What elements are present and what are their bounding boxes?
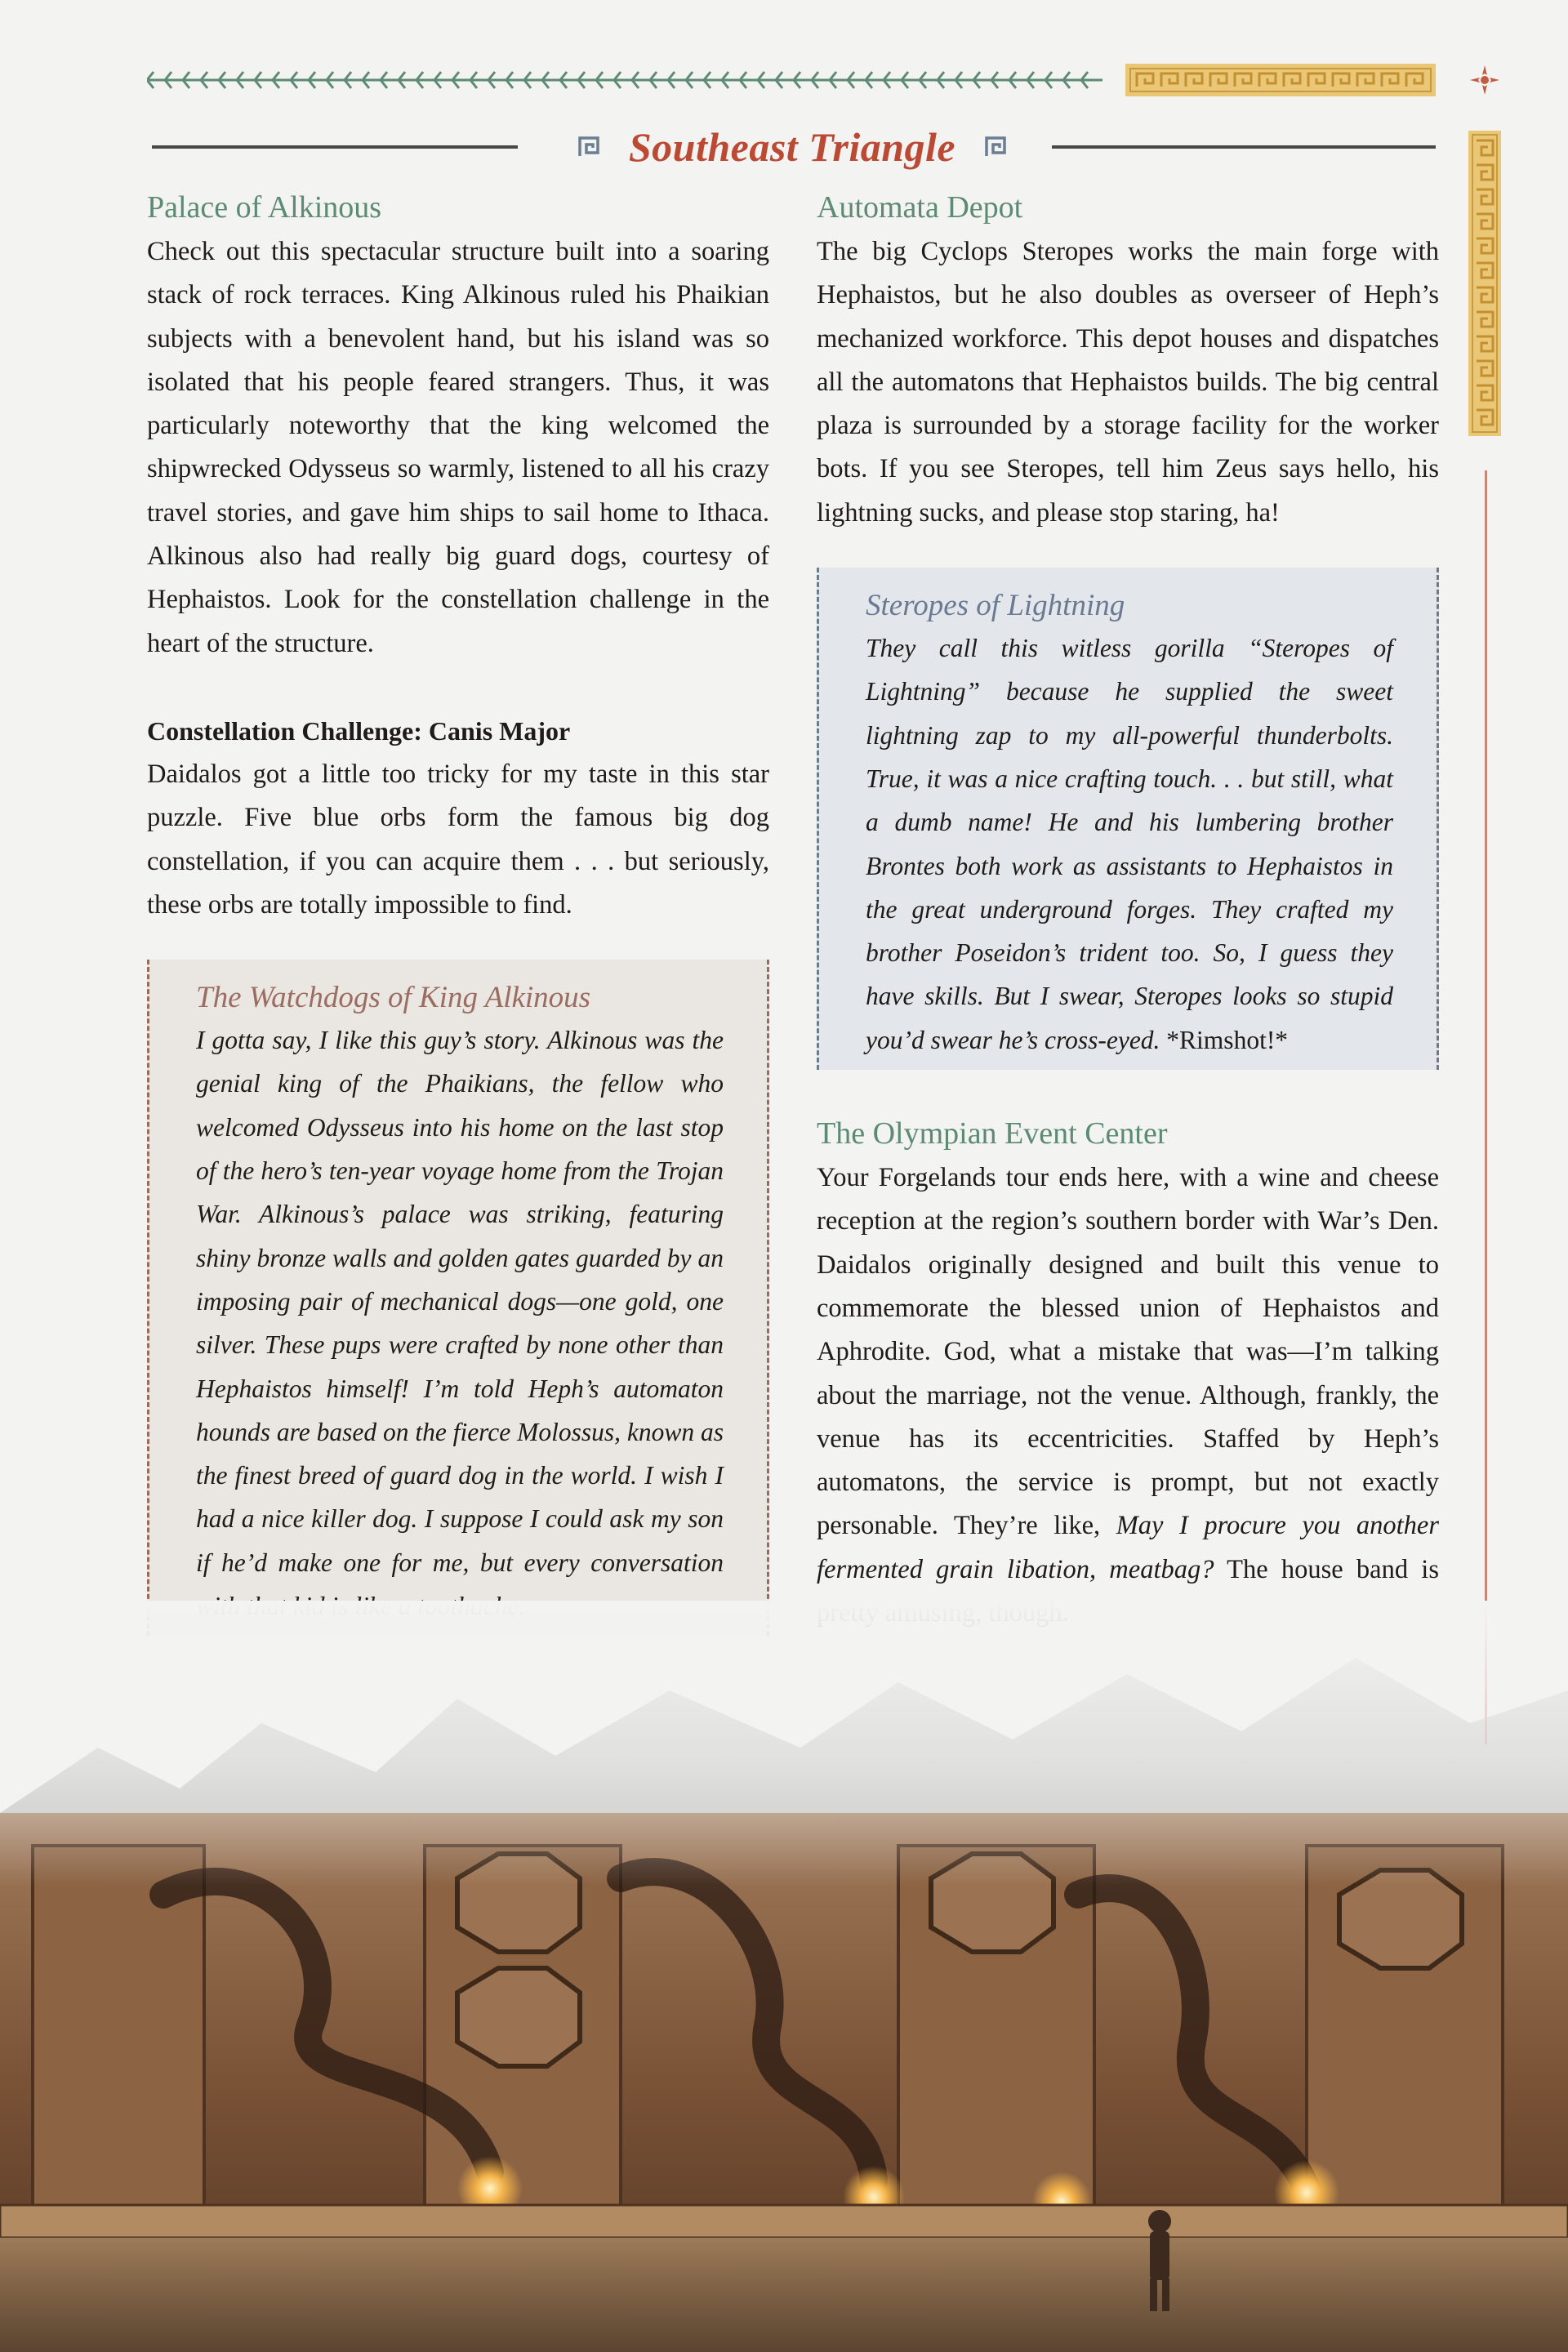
right-column: [817, 185, 1439, 1635]
rimshot-text: *Rimshot!*: [1160, 1025, 1289, 1054]
challenge-body: Daidalos got a little too tricky for my taste in this star puzzle. Five blue orbs form the famous big dog constellation, if you can acquire them . . . but seriously, these orbs are totally impossible to find.: [147, 759, 769, 920]
steropes-sidebar: [817, 568, 1439, 1070]
watchdogs-sidebar-body: I gotta say, I like this guy’s story. Alkinous was the genial king of the Phaikians, the fellow who welcomed Odysseus into his home on the last stop of the hero’s ten-year voyage home from the Trojan War. Alkinous’s palace was striking, featuring shiny bronze walls and golden gates guarded by an imposing pair of mechanical dogs—one gold, one silver. These pups were crafted by none other than Hephaistos himself! I’m told Heph’s automaton hounds are based on the fierce Molossus, known as the finest breed of guard dog in the world. I wish I had a nice killer dog. I suppose I could ask my son if he’d make one for me, but every conversation: [196, 1026, 724, 1577]
forge-wall-illustration: [0, 1601, 1568, 2352]
header: [147, 122, 1437, 172]
left-column: [147, 185, 769, 1636]
side-meander-icon: [1468, 131, 1501, 436]
sidebar-rule-right: [767, 960, 769, 1636]
challenge-heading: Constellation Challenge: Canis Major: [147, 715, 571, 746]
mist-overlay: [0, 1601, 1568, 2352]
spacer: [147, 927, 769, 960]
steropes-sidebar-title: Steropes of Lightning: [866, 589, 1125, 623]
meander-band-icon: [1125, 64, 1436, 96]
greek-key-icon: [983, 135, 1008, 159]
palace-body: Check out this spectacular structure built into a soaring stack of rock terraces. King Alkinous ruled his Phaikian subjects with a benevolent hand, but his island was so isolated that his people feared strangers. Thus, it was particularly noteworthy that the king welcomed the shipwrecked Odysseus so warmly, listened to all his crazy travel stories, and gave him ships to sail home to Ithaca. Alkinous also had really big guard dogs, courtesy of Hephaistos. Look for the constellation challenge in the heart of the structure.: [147, 237, 769, 658]
palace-heading: Palace of Alkinous: [147, 190, 382, 225]
greek-key-icon: [577, 135, 601, 159]
watchdogs-sidebar: [147, 960, 769, 1636]
event-center-body: [817, 1156, 1439, 1635]
spacer: [147, 666, 769, 709]
side-rule: [1485, 470, 1487, 1744]
depot-body: The big Cyclops Steropes works the main forge with Hephaistos, but he also doubles as overseer of Heph’s mechanized workforce. This depot houses and dispatches all the automatons that Hephaistos builds. The big central plaza is surrounded by a storage facility for the worker bots. If you see Steropes, tell him Zeus says hello, his lightning sucks, and please stop staring, ha!: [817, 237, 1439, 528]
sidebar-rule-left: [147, 960, 149, 1636]
page-title: Southeast Triangle: [628, 124, 956, 170]
event-center-text-end: The house band is: [1227, 1554, 1439, 1584]
spacer: [817, 1070, 1439, 1111]
sidebar-rule-right: [1437, 568, 1439, 1070]
sidebar-rule-left: [817, 568, 819, 1070]
event-center-quote: May I procure you another fermented grain libation, meatbag?: [817, 1511, 1439, 1584]
flourish-icon: [1468, 64, 1501, 96]
event-center-heading: The Olympian Event Center: [817, 1116, 1168, 1152]
watchdogs-sidebar-title: The Watchdogs of King Alkinous: [196, 981, 591, 1015]
chevron-border-icon: [147, 72, 1102, 88]
spacer: [817, 535, 1439, 568]
steropes-sidebar-text: They call this witless gorilla “Steropes of Lightning” because he supplied the sweet lightning zap to my all-powerful thunderbolts. True, it was a nice crafting touch. . . but still, what a dumb name! He and his lumbering brother Brontes both work as assistants to Hephaistos in the great underground forges. They crafted my brother Poseidon’s trident too. So, I guess they have skills. But I swear, Steropes looks so stupid you’d swear he’s cross-eyed.: [866, 634, 1393, 1054]
depot-heading: Automata Depot: [817, 190, 1023, 225]
steropes-sidebar-body: [866, 626, 1393, 1062]
top-decorative-border: [147, 64, 1437, 96]
event-center-text-start: Your Forgelands tour ends here, with a wine and cheese reception at the region’s southern border with War’s Den. Daidalos originally designed and built this venue to commemorate the blessed union of Hephaistos and Aphrodite. God, what a mistake that was—I’m talking about the marriage, not the venue. Although, frankly, the venue has its eccentricities. Staffed by Heph’s automatons, the service is prompt, but not exactly personable. They’re like,: [817, 1163, 1439, 1541]
header-title-wrap: [147, 122, 1437, 172]
